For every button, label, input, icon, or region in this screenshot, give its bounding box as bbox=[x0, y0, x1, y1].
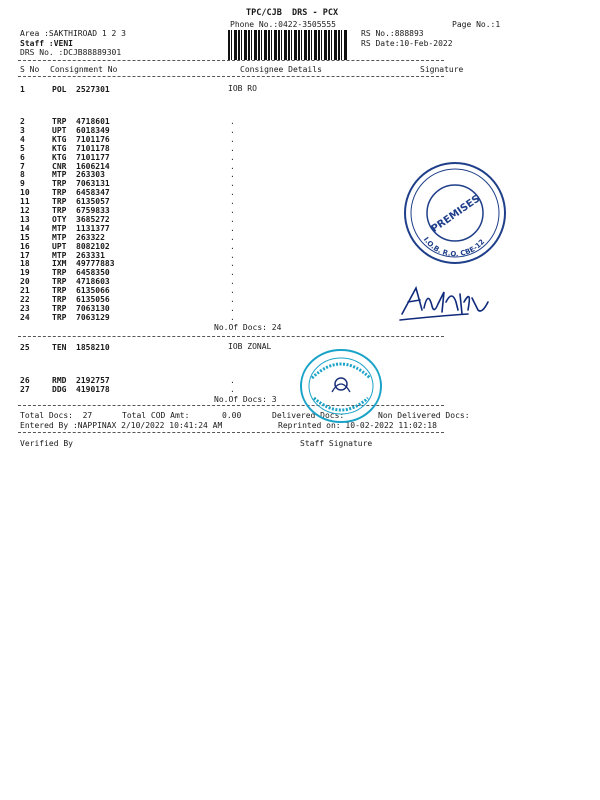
consignment-prefix: MTP bbox=[52, 250, 67, 260]
consignment-prefix: KTG bbox=[52, 152, 67, 162]
consignment-number: 7063131 bbox=[76, 179, 110, 189]
serial-number: 12 bbox=[20, 206, 30, 215]
consignee-dot: . bbox=[230, 312, 235, 322]
column-rule bbox=[18, 76, 444, 77]
serial-number: 13 bbox=[20, 214, 30, 224]
consignment-number: 4718603 bbox=[76, 277, 110, 287]
consignment-prefix: POL bbox=[52, 85, 67, 94]
consignment-prefix: TRP bbox=[52, 117, 67, 126]
consignee-name: IOB RO bbox=[228, 84, 257, 93]
serial-number: 16 bbox=[20, 241, 30, 251]
docs-count: No.Of Docs: 24 bbox=[214, 323, 282, 332]
consignee-dot: . bbox=[230, 170, 235, 180]
serial-number: 26 bbox=[20, 376, 30, 385]
consignee-dot: . bbox=[230, 385, 235, 394]
verified-by: Verified By bbox=[20, 439, 73, 448]
consignment-prefix: TRP bbox=[52, 188, 67, 198]
serial-number: 22 bbox=[20, 295, 30, 304]
consignee-dot: . bbox=[230, 295, 235, 304]
consignment-prefix: KTG bbox=[52, 134, 67, 144]
serial-number: 6 bbox=[20, 152, 25, 162]
page-number: Page No.:1 bbox=[452, 20, 501, 29]
col-signature: Signature bbox=[420, 65, 464, 74]
consignment-prefix: TRP bbox=[52, 286, 67, 296]
consignee-dot: . bbox=[230, 241, 235, 251]
consignment-prefix: KTG bbox=[52, 143, 67, 153]
serial-number: 7 bbox=[20, 161, 25, 171]
consignment-prefix: TRP bbox=[52, 206, 67, 215]
consignment-prefix: TRP bbox=[52, 312, 67, 322]
serial-number: 25 bbox=[20, 343, 30, 352]
consignee-dot: . bbox=[230, 152, 235, 162]
consignment-number: 6458350 bbox=[76, 268, 110, 278]
serial-number: 2 bbox=[20, 117, 25, 126]
serial-number: 21 bbox=[20, 286, 30, 296]
consignee-dot: . bbox=[230, 303, 235, 313]
consignment-prefix: UPT bbox=[52, 125, 67, 135]
consignment-prefix: TRP bbox=[52, 197, 67, 207]
consignee-dot: . bbox=[230, 259, 235, 269]
premises-text: PREMISES bbox=[429, 193, 483, 236]
phone-number: Phone No.:0422-3505555 bbox=[230, 20, 336, 29]
consignment-prefix: MTP bbox=[52, 223, 67, 233]
consignment-number: 6458347 bbox=[76, 188, 110, 198]
consignment-prefix: TRP bbox=[52, 277, 67, 287]
consignee-dot: . bbox=[230, 143, 235, 153]
serial-number: 4 bbox=[20, 134, 25, 144]
premises-code: I.O.B. R.O. CBE-12 bbox=[421, 235, 487, 259]
consignee-dot: . bbox=[230, 223, 235, 233]
consignment-number: 1131377 bbox=[76, 223, 110, 233]
col-consignment: Consignment No bbox=[50, 65, 118, 74]
consignment-number: 3685272 bbox=[76, 214, 110, 224]
consignee-dot: . bbox=[230, 125, 235, 135]
header-rule bbox=[18, 60, 444, 61]
consignment-prefix: OTY bbox=[52, 214, 67, 224]
delivered-docs: Delivered Docs: bbox=[272, 411, 345, 420]
group-rule bbox=[18, 336, 444, 337]
consignment-prefix: TRP bbox=[52, 268, 67, 278]
rs-date: RS Date:10-Feb-2022 bbox=[361, 39, 453, 48]
serial-number: 23 bbox=[20, 303, 30, 313]
consignment-number: 1606214 bbox=[76, 161, 110, 171]
consignee-dot: . bbox=[230, 188, 235, 198]
consignment-number: 6018349 bbox=[76, 125, 110, 135]
consignment-prefix: TRP bbox=[52, 303, 67, 313]
total-docs: Total Docs: 27 bbox=[20, 411, 93, 420]
serial-number: 27 bbox=[20, 385, 30, 394]
svg-text:I.O.B. R.O. CBE-12 bbox=[422, 236, 487, 259]
serial-number: 14 bbox=[20, 223, 30, 233]
consignment-prefix: IXM bbox=[52, 259, 67, 269]
consignment-number: 263303 bbox=[76, 170, 105, 180]
serial-number: 18 bbox=[20, 259, 30, 269]
consignment-number: 8082102 bbox=[76, 241, 110, 251]
serial-number: 3 bbox=[20, 125, 25, 135]
total-cod-value: 0.00 bbox=[222, 411, 242, 420]
col-sno: S No bbox=[20, 65, 40, 74]
docs-count: No.Of Docs: 3 bbox=[214, 395, 277, 404]
handwritten-signature bbox=[398, 280, 498, 325]
consignee-dot: . bbox=[230, 161, 235, 171]
serial-number: 5 bbox=[20, 143, 25, 153]
consignee-dot: . bbox=[230, 197, 235, 207]
consignee-dot: . bbox=[230, 206, 235, 215]
consignment-number: 7101177 bbox=[76, 152, 110, 162]
consignment-prefix: DDG bbox=[52, 385, 67, 394]
document-title: TPC/CJB DRS - PCX bbox=[246, 8, 339, 18]
area-field: Area :SAKTHIROAD 1 2 3 bbox=[20, 29, 126, 38]
total-cod-label: Total COD Amt: bbox=[122, 411, 190, 420]
serial-number: 24 bbox=[20, 312, 30, 322]
serial-number: 17 bbox=[20, 250, 30, 260]
serial-number: 20 bbox=[20, 277, 30, 287]
consignee-dot: . bbox=[230, 376, 235, 385]
col-consignee: Consignee Details bbox=[240, 65, 322, 74]
consignment-number: 7101178 bbox=[76, 143, 110, 153]
consignee-dot: . bbox=[230, 179, 235, 189]
serial-number: 1 bbox=[20, 85, 25, 94]
consignment-number: 4718601 bbox=[76, 117, 110, 126]
consignment-number: 6135057 bbox=[76, 197, 110, 207]
zonal-office-stamp bbox=[298, 346, 384, 426]
consignee-dot: . bbox=[230, 232, 235, 242]
consignment-prefix: RMD bbox=[52, 376, 67, 385]
serial-number: 15 bbox=[20, 232, 30, 242]
premises-stamp bbox=[400, 158, 510, 268]
consignment-number: 6135066 bbox=[76, 286, 110, 296]
reprinted-on: Reprinted on: 10-02-2022 11:02:18 bbox=[278, 421, 437, 430]
consignment-number: 7063129 bbox=[76, 312, 110, 322]
serial-number: 9 bbox=[20, 179, 25, 189]
staff-field: Staff :VENI bbox=[20, 39, 73, 48]
consignment-prefix: UPT bbox=[52, 241, 67, 251]
consignment-number: 4190178 bbox=[76, 385, 110, 394]
serial-number: 19 bbox=[20, 268, 30, 278]
consignment-number: 2527301 bbox=[76, 85, 110, 94]
drs-number: DRS No. :DCJB88889301 bbox=[20, 48, 122, 57]
consignment-prefix: TEN bbox=[52, 343, 67, 352]
consignee-dot: . bbox=[230, 268, 235, 278]
consignment-prefix: MTP bbox=[52, 232, 67, 242]
consignment-number: 2192757 bbox=[76, 376, 110, 385]
consignment-prefix: TRP bbox=[52, 295, 67, 304]
barcode bbox=[228, 30, 348, 60]
rs-number: RS No.:888893 bbox=[361, 29, 424, 38]
consignment-number: 7101176 bbox=[76, 134, 110, 144]
consignment-prefix: CNR bbox=[52, 161, 67, 171]
consignment-prefix: TRP bbox=[52, 179, 67, 189]
entered-by: Entered By :NAPPINAX 2/10/2022 10:41:24 AM bbox=[20, 421, 223, 430]
consignment-number: 6759833 bbox=[76, 206, 110, 215]
consignment-number: 7063130 bbox=[76, 303, 110, 313]
footer-rule bbox=[18, 432, 444, 433]
consignment-prefix: MTP bbox=[52, 170, 67, 180]
serial-number: 10 bbox=[20, 188, 30, 198]
consignee-dot: . bbox=[230, 286, 235, 296]
consignee-dot: . bbox=[230, 214, 235, 224]
consignment-number: 49777883 bbox=[76, 259, 115, 269]
consignee-dot: . bbox=[230, 250, 235, 260]
serial-number: 8 bbox=[20, 170, 25, 180]
consignee-name: IOB ZONAL bbox=[228, 342, 272, 351]
staff-signature: Staff Signature bbox=[300, 439, 373, 448]
consignee-dot: . bbox=[230, 134, 235, 144]
consignment-number: 263322 bbox=[76, 232, 105, 242]
consignee-dot: . bbox=[230, 277, 235, 287]
consignment-number: 263331 bbox=[76, 250, 105, 260]
consignment-number: 1858210 bbox=[76, 343, 110, 352]
consignee-dot: . bbox=[230, 117, 235, 126]
consignment-number: 6135056 bbox=[76, 295, 110, 304]
non-delivered-docs: Non Delivered Docs: bbox=[378, 411, 470, 420]
serial-number: 11 bbox=[20, 197, 30, 207]
